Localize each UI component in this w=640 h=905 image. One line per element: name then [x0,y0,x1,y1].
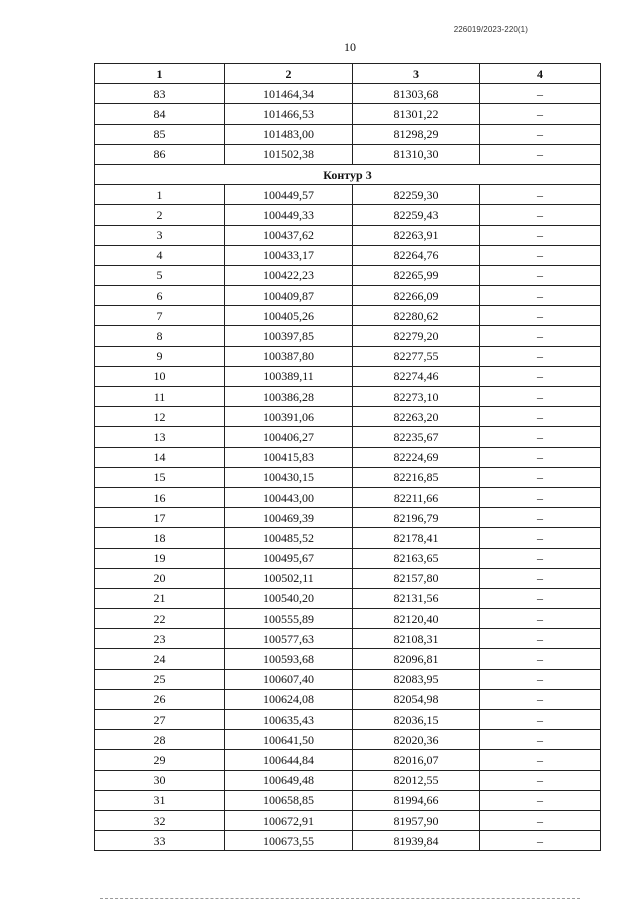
note-cell: – [480,104,601,124]
note-cell: – [480,387,601,407]
table-row [95,750,601,770]
table-row [95,306,601,326]
point-number-cell: 27 [95,710,225,730]
table-row [95,649,601,669]
note-cell: – [480,346,601,366]
table-row [95,185,601,205]
y-coordinate-cell: 82263,20 [353,407,480,427]
note-cell: – [480,467,601,487]
note-cell: – [480,669,601,689]
point-number-cell: 85 [95,124,225,144]
table-row [95,427,601,447]
table-row [95,588,601,608]
y-coordinate-cell: 82054,98 [353,689,480,709]
table-row [95,205,601,225]
note-cell: – [480,366,601,386]
section-title: Контур 3 [95,164,601,184]
y-coordinate-cell: 82279,20 [353,326,480,346]
point-number-cell: 24 [95,649,225,669]
x-coordinate-cell: 100485,52 [225,528,353,548]
point-number-cell: 31 [95,790,225,810]
x-coordinate-cell: 100607,40 [225,669,353,689]
note-cell: – [480,790,601,810]
x-coordinate-cell: 101483,00 [225,124,353,144]
y-coordinate-cell: 82259,30 [353,185,480,205]
note-cell: – [480,810,601,830]
point-number-cell: 16 [95,487,225,507]
table-row [95,528,601,548]
note-cell: – [480,609,601,629]
y-coordinate-cell: 82096,81 [353,649,480,669]
point-number-cell: 13 [95,427,225,447]
note-cell: – [480,306,601,326]
note-cell: – [480,487,601,507]
note-cell: – [480,750,601,770]
x-coordinate-cell: 100641,50 [225,730,353,750]
x-coordinate-cell: 100397,85 [225,326,353,346]
x-coordinate-cell: 100449,33 [225,205,353,225]
table-row [95,810,601,830]
table-body-section [95,185,601,851]
note-cell: – [480,447,601,467]
y-coordinate-cell: 82120,40 [353,609,480,629]
y-coordinate-cell: 82108,31 [353,629,480,649]
table-row [95,407,601,427]
point-number-cell: 1 [95,185,225,205]
point-number-cell: 33 [95,831,225,851]
x-coordinate-cell: 100386,28 [225,387,353,407]
x-coordinate-cell: 100430,15 [225,467,353,487]
note-cell: – [480,568,601,588]
table-row [95,124,601,144]
point-number-cell: 9 [95,346,225,366]
note-cell: – [480,84,601,104]
note-cell: – [480,225,601,245]
x-coordinate-cell: 100415,83 [225,447,353,467]
point-number-cell: 12 [95,407,225,427]
table-row [95,326,601,346]
point-number-cell: 21 [95,588,225,608]
y-coordinate-cell: 82016,07 [353,750,480,770]
x-coordinate-cell: 100593,68 [225,649,353,669]
document-id: 226019/2023-220(1) [453,25,528,34]
y-coordinate-cell: 82266,09 [353,286,480,306]
note-cell: – [480,124,601,144]
coordinates-table [94,63,601,851]
y-coordinate-cell: 82273,10 [353,387,480,407]
point-number-cell: 5 [95,265,225,285]
y-coordinate-cell: 82263,91 [353,225,480,245]
y-coordinate-cell: 82224,69 [353,447,480,467]
page-number: 10 [344,40,356,54]
x-coordinate-cell: 100555,89 [225,609,353,629]
note-cell: – [480,730,601,750]
table-body-top [95,84,601,165]
column-header: 3 [353,64,480,84]
x-coordinate-cell: 100502,11 [225,568,353,588]
y-coordinate-cell: 82036,15 [353,710,480,730]
table-row [95,225,601,245]
x-coordinate-cell: 100387,80 [225,346,353,366]
y-coordinate-cell: 81957,90 [353,810,480,830]
table-row [95,730,601,750]
point-number-cell: 17 [95,508,225,528]
table-row [95,629,601,649]
table-header-row [95,64,601,84]
point-number-cell: 18 [95,528,225,548]
y-coordinate-cell: 82163,65 [353,548,480,568]
x-coordinate-cell: 100391,06 [225,407,353,427]
table-row [95,84,601,104]
y-coordinate-cell: 82264,76 [353,245,480,265]
point-number-cell: 19 [95,548,225,568]
y-coordinate-cell: 81939,84 [353,831,480,851]
note-cell: – [480,286,601,306]
table-row [95,366,601,386]
x-coordinate-cell: 100406,27 [225,427,353,447]
point-number-cell: 20 [95,568,225,588]
x-coordinate-cell: 100673,55 [225,831,353,851]
note-cell: – [480,528,601,548]
x-coordinate-cell: 100624,08 [225,689,353,709]
note-cell: – [480,710,601,730]
table-row [95,669,601,689]
point-number-cell: 86 [95,144,225,164]
y-coordinate-cell: 82280,62 [353,306,480,326]
note-cell: – [480,770,601,790]
point-number-cell: 2 [95,205,225,225]
x-coordinate-cell: 100658,85 [225,790,353,810]
point-number-cell: 8 [95,326,225,346]
y-coordinate-cell: 82196,79 [353,508,480,528]
point-number-cell: 4 [95,245,225,265]
note-cell: – [480,649,601,669]
table-row [95,346,601,366]
point-number-cell: 7 [95,306,225,326]
x-coordinate-cell: 100672,91 [225,810,353,830]
table-row [95,487,601,507]
point-number-cell: 28 [95,730,225,750]
y-coordinate-cell: 82235,67 [353,427,480,447]
x-coordinate-cell: 100433,17 [225,245,353,265]
point-number-cell: 25 [95,669,225,689]
y-coordinate-cell: 82265,99 [353,265,480,285]
y-coordinate-cell: 82178,41 [353,528,480,548]
y-coordinate-cell: 81301,22 [353,104,480,124]
y-coordinate-cell: 82012,55 [353,770,480,790]
x-coordinate-cell: 101466,53 [225,104,353,124]
point-number-cell: 30 [95,770,225,790]
x-coordinate-cell: 100437,62 [225,225,353,245]
y-coordinate-cell: 82157,80 [353,568,480,588]
table-row [95,508,601,528]
column-header: 1 [95,64,225,84]
table-row [95,265,601,285]
y-coordinate-cell: 82211,66 [353,487,480,507]
x-coordinate-cell: 100443,00 [225,487,353,507]
y-coordinate-cell: 82274,46 [353,366,480,386]
point-number-cell: 83 [95,84,225,104]
note-cell: – [480,831,601,851]
x-coordinate-cell: 100409,87 [225,286,353,306]
x-coordinate-cell: 100540,20 [225,588,353,608]
footer-divider [100,898,580,900]
y-coordinate-cell: 82277,55 [353,346,480,366]
x-coordinate-cell: 100495,67 [225,548,353,568]
x-coordinate-cell: 100469,39 [225,508,353,528]
x-coordinate-cell: 101502,38 [225,144,353,164]
table-row [95,609,601,629]
table-row [95,790,601,810]
point-number-cell: 22 [95,609,225,629]
table-row [95,245,601,265]
y-coordinate-cell: 81303,68 [353,84,480,104]
x-coordinate-cell: 100644,84 [225,750,353,770]
y-coordinate-cell: 81298,29 [353,124,480,144]
point-number-cell: 26 [95,689,225,709]
y-coordinate-cell: 81310,30 [353,144,480,164]
note-cell: – [480,144,601,164]
note-cell: – [480,629,601,649]
column-header: 2 [225,64,353,84]
note-cell: – [480,185,601,205]
point-number-cell: 15 [95,467,225,487]
y-coordinate-cell: 81994,66 [353,790,480,810]
y-coordinate-cell: 82131,56 [353,588,480,608]
section-title-row [95,164,601,184]
point-number-cell: 84 [95,104,225,124]
table-row [95,387,601,407]
x-coordinate-cell: 100649,48 [225,770,353,790]
x-coordinate-cell: 100635,43 [225,710,353,730]
y-coordinate-cell: 82020,36 [353,730,480,750]
x-coordinate-cell: 100389,11 [225,366,353,386]
table-row [95,447,601,467]
table-row [95,104,601,124]
table-row [95,689,601,709]
x-coordinate-cell: 100449,57 [225,185,353,205]
y-coordinate-cell: 82259,43 [353,205,480,225]
table-row [95,710,601,730]
table-row [95,831,601,851]
table-row [95,286,601,306]
y-coordinate-cell: 82083,95 [353,669,480,689]
note-cell: – [480,326,601,346]
note-cell: – [480,508,601,528]
note-cell: – [480,407,601,427]
point-number-cell: 10 [95,366,225,386]
note-cell: – [480,205,601,225]
x-coordinate-cell: 100422,23 [225,265,353,285]
point-number-cell: 6 [95,286,225,306]
y-coordinate-cell: 82216,85 [353,467,480,487]
x-coordinate-cell: 100577,63 [225,629,353,649]
table-row [95,548,601,568]
column-header: 4 [480,64,601,84]
note-cell: – [480,265,601,285]
point-number-cell: 29 [95,750,225,770]
x-coordinate-cell: 100405,26 [225,306,353,326]
note-cell: – [480,689,601,709]
point-number-cell: 23 [95,629,225,649]
note-cell: – [480,588,601,608]
table-row [95,467,601,487]
point-number-cell: 32 [95,810,225,830]
note-cell: – [480,548,601,568]
table-row [95,770,601,790]
table-row [95,568,601,588]
table-row [95,144,601,164]
x-coordinate-cell: 101464,34 [225,84,353,104]
point-number-cell: 3 [95,225,225,245]
point-number-cell: 14 [95,447,225,467]
table-section [95,164,601,184]
note-cell: – [480,245,601,265]
note-cell: – [480,427,601,447]
point-number-cell: 11 [95,387,225,407]
